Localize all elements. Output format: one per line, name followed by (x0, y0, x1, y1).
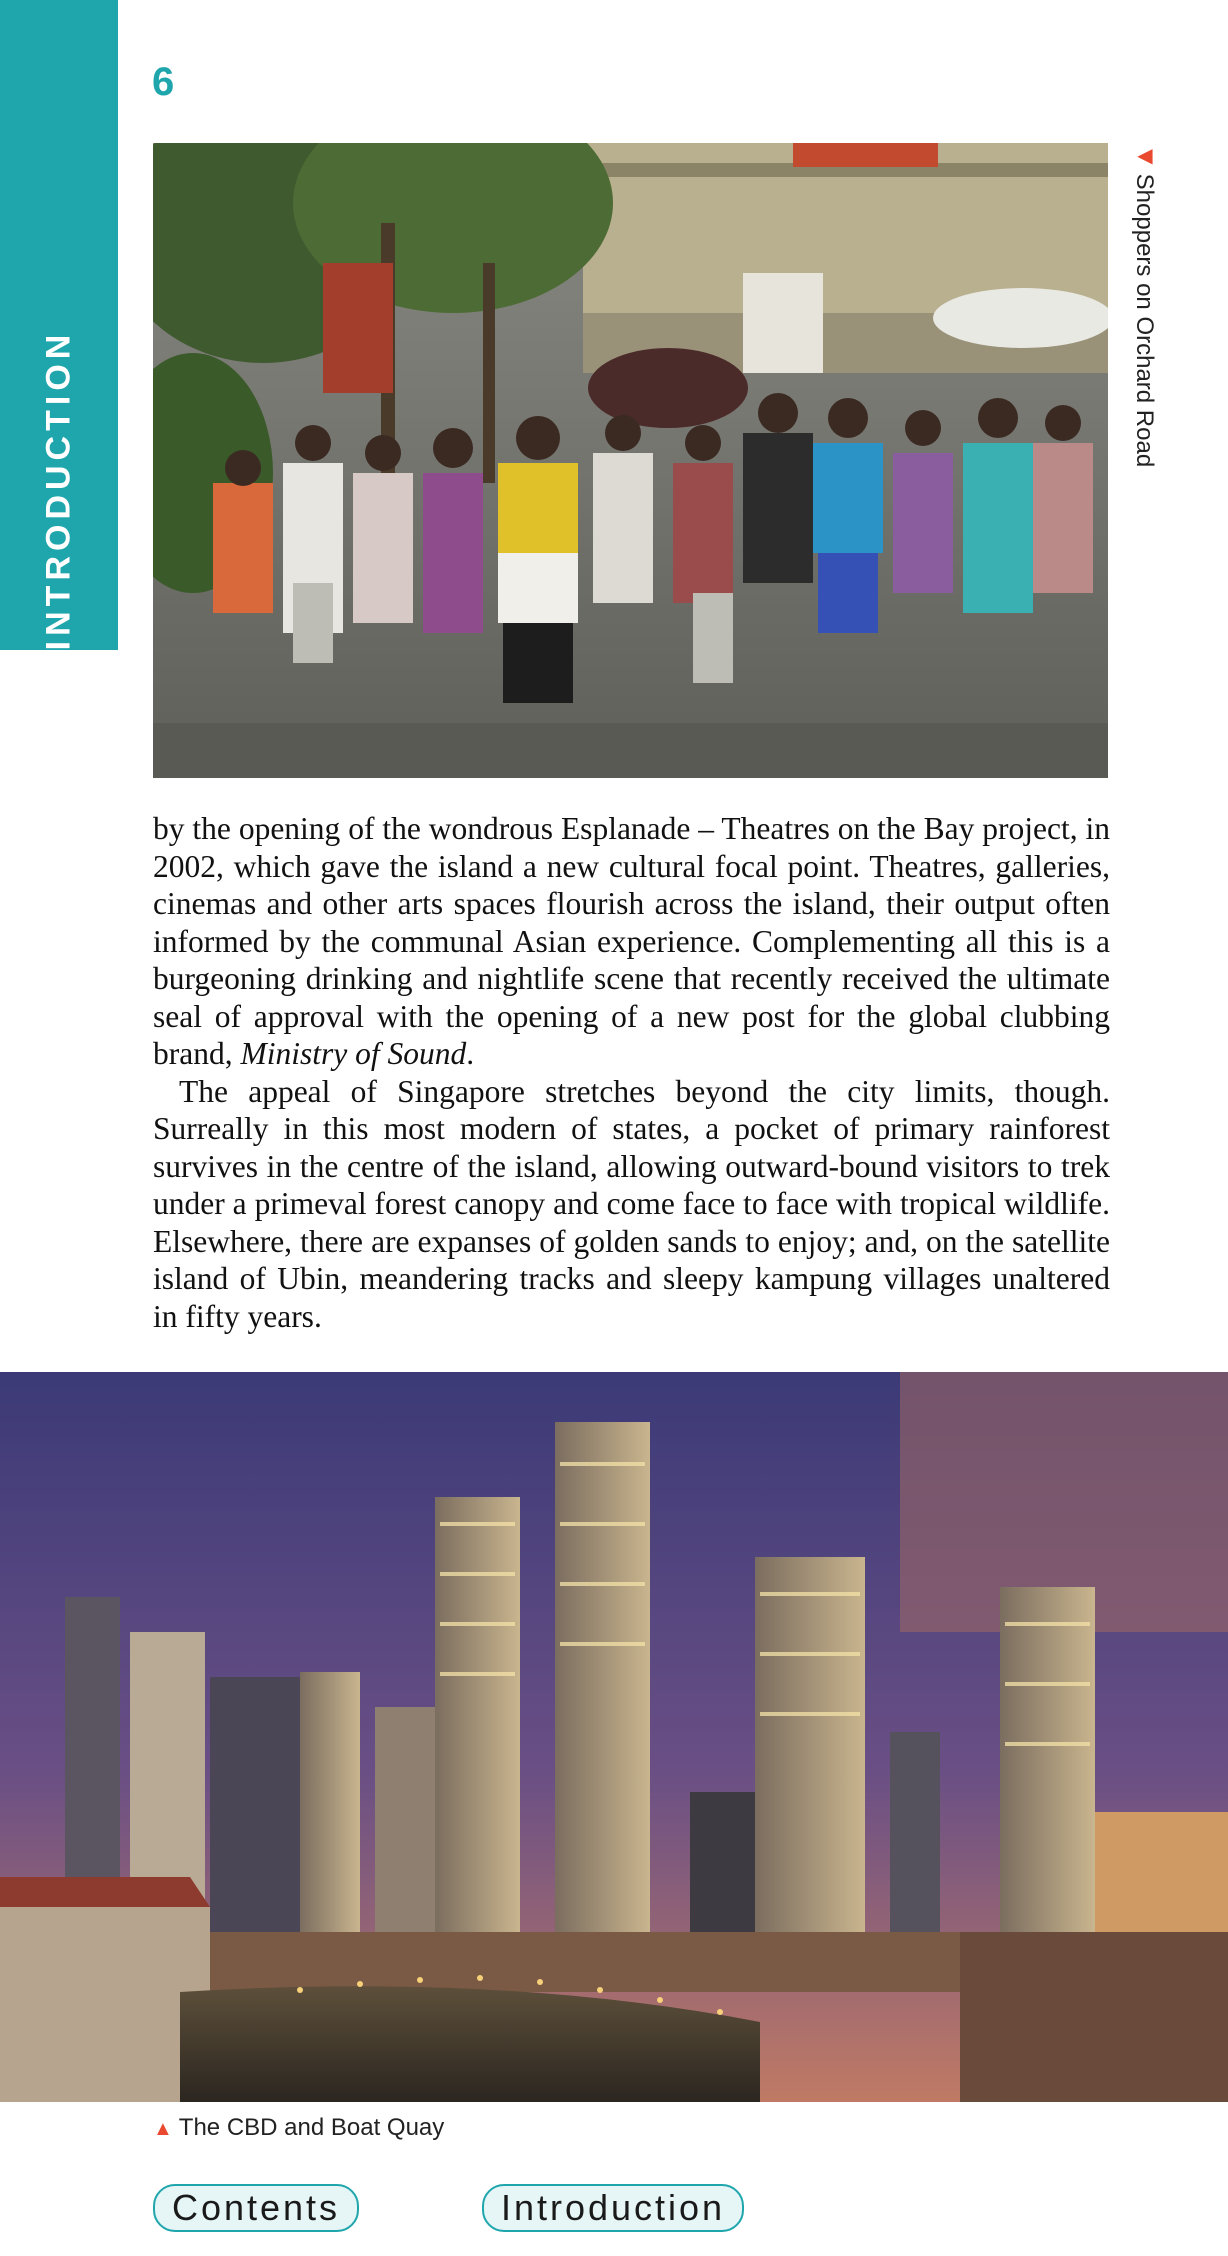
paragraph-2: The appeal of Singapore stretches beyond the city limits, though. Surreally in this most modern of states, a pocket of primary rainforest survives in the centre of the island, allowing outward-bound visitors to trek under a primeval forest canopy and come face to face with tropical wildlife. Elsewhere, there are expanses of golden sands to enjoy; and, on the satellite island of Ubin, meandering tracks and sleepy kampung villages unaltered in fifty years. (153, 1073, 1110, 1334)
paragraph-1-end: . (466, 1036, 475, 1071)
body-text (153, 810, 1110, 1335)
section-tab (0, 0, 118, 650)
paragraph-1-lead: by the opening of the wondrous Esplanade – Theatres on the Bay project, in 2002, which gave the island a new cultural focal point. Theatres, galleries, cinemas and other arts spaces flourish across the island, their output often informed by the communal Asian experience. Complementing all this is a burgeoning drinking and nightlife scene that recently received the ultimate seal of approval with the opening of a new post for the global clubbing brand, (153, 811, 1110, 1071)
shoppers-photo (153, 143, 1108, 778)
cbd-photo (0, 1372, 1228, 2102)
introduction-button[interactable]: Introduction (482, 2184, 744, 2232)
triangle-left-icon: ◀ (1133, 143, 1155, 167)
photo-caption-cbd (153, 2114, 444, 2142)
page-number: 6 (152, 60, 175, 104)
paragraph-1 (153, 810, 1110, 1073)
ministry-of-sound-title: Ministry of Sound (240, 1036, 467, 1071)
photo-caption-shoppers (1130, 143, 1158, 467)
contents-button[interactable]: Contents (153, 2184, 359, 2232)
triangle-up-icon: ▲ (153, 2118, 173, 2140)
section-tab-label: INTRODUCTION (39, 329, 78, 651)
photo-caption-shoppers-text: Shoppers on Orchard Road (1131, 173, 1158, 468)
photo-caption-cbd-text: The CBD and Boat Quay (178, 2114, 445, 2141)
